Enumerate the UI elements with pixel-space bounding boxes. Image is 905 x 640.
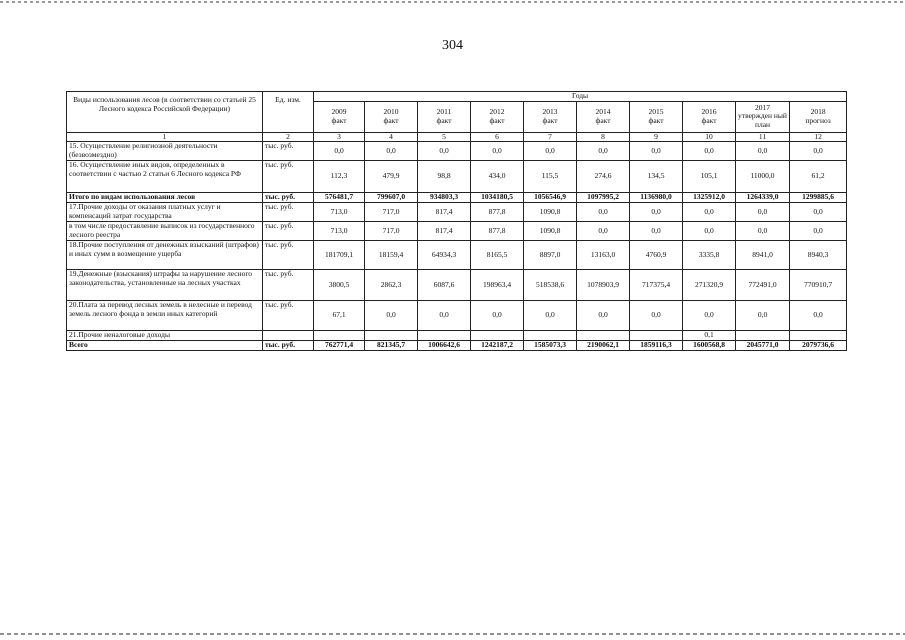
table-row [67, 330, 847, 340]
header-year-cell [683, 101, 736, 132]
row-unit: тыс. руб. [263, 300, 314, 330]
value-cell: 0,0 [418, 300, 471, 330]
value-cell: 1097995,2 [577, 193, 630, 203]
value-cell: 0,1 [683, 330, 736, 340]
value-cell: 1325912,0 [683, 193, 736, 203]
value-cell: 1585073,3 [524, 340, 577, 350]
row-label: 19.Денежные (взыскания) штрафы за нарушение лесного законодательства, установленные на лесных участках [67, 269, 263, 300]
header-year-cell [314, 101, 365, 132]
value-cell: 0,0 [365, 300, 418, 330]
page-number: 304 [442, 38, 463, 53]
value-cell: 1299885,6 [790, 193, 847, 203]
header-year-cell [365, 101, 418, 132]
table-row [67, 161, 847, 193]
table-row [67, 269, 847, 300]
column-number: 11 [736, 132, 790, 142]
value-cell: 0,0 [736, 300, 790, 330]
value-cell [790, 330, 847, 340]
value-cell: 61,2 [790, 161, 847, 193]
value-cell: 717,0 [365, 221, 418, 240]
value-cell: 1078903,9 [577, 269, 630, 300]
value-cell: 67,1 [314, 300, 365, 330]
value-cell: 0,0 [683, 142, 736, 161]
header-year-cell [630, 101, 683, 132]
scan-edge-bottom [0, 633, 905, 635]
value-cell [365, 330, 418, 340]
header-year-kind: факт [648, 115, 664, 125]
header-year-cell [736, 101, 790, 132]
value-cell: 0,0 [683, 300, 736, 330]
table-row [67, 142, 847, 161]
value-cell: 0,0 [577, 300, 630, 330]
header-unit: Ед. изм. [263, 92, 314, 133]
value-cell: 112,3 [314, 161, 365, 193]
header-year-kind: факт [595, 115, 611, 125]
header-year-kind: прогноз [805, 115, 831, 125]
value-cell: 877,8 [471, 221, 524, 240]
value-cell: 6087,6 [418, 269, 471, 300]
header-year-cell [418, 101, 471, 132]
header-year-kind: факт [436, 115, 452, 125]
value-cell [314, 330, 365, 340]
value-cell: 817,4 [418, 202, 471, 221]
row-label: 21.Прочие неналоговые доходы [67, 330, 263, 340]
column-number: 7 [524, 132, 577, 142]
value-cell: 181709,1 [314, 240, 365, 269]
column-number: 1 [67, 132, 263, 142]
value-cell: 770910,7 [790, 269, 847, 300]
value-cell: 0,0 [790, 221, 847, 240]
column-number: 12 [790, 132, 847, 142]
column-number: 2 [263, 132, 314, 142]
value-cell: 0,0 [683, 202, 736, 221]
header-year-kind: факт [542, 115, 558, 125]
table-row [67, 221, 847, 240]
value-cell: 0,0 [577, 142, 630, 161]
value-cell: 198963,4 [471, 269, 524, 300]
value-cell: 1034180,5 [471, 193, 524, 203]
table-row [67, 300, 847, 330]
row-label: Всего [67, 340, 263, 350]
value-cell: 8941,0 [736, 240, 790, 269]
header-year-kind: факт [701, 115, 717, 125]
column-number: 8 [577, 132, 630, 142]
value-cell: 115,5 [524, 161, 577, 193]
value-cell: 0,0 [471, 300, 524, 330]
value-cell: 134,5 [630, 161, 683, 193]
value-cell: 0,0 [630, 202, 683, 221]
value-cell: 772491,0 [736, 269, 790, 300]
value-cell: 0,0 [577, 202, 630, 221]
value-cell: 0,0 [790, 202, 847, 221]
table-row [67, 340, 847, 350]
value-cell [736, 330, 790, 340]
forest-revenue-table [66, 91, 847, 351]
value-cell: 98,8 [418, 161, 471, 193]
value-cell: 762771,4 [314, 340, 365, 350]
header-year: 2011 [436, 107, 452, 116]
value-cell: 11000,0 [736, 161, 790, 193]
header-year: 2009 [331, 107, 347, 116]
value-cell: 1090,8 [524, 221, 577, 240]
row-label: 15. Осуществление религиозной деятельности (безвозмездно) [67, 142, 263, 161]
column-number: 6 [471, 132, 524, 142]
row-label: 20.Плата за перевод лесных земель в нелесные и перевод земель лесного фонда в земли иных категорий [67, 300, 263, 330]
value-cell: 8897,0 [524, 240, 577, 269]
value-cell: 0,0 [577, 221, 630, 240]
value-cell: 0,0 [524, 142, 577, 161]
value-cell: 821345,7 [365, 340, 418, 350]
header-column-numbers [67, 132, 847, 142]
value-cell: 0,0 [736, 221, 790, 240]
value-cell [418, 330, 471, 340]
header-year-cell [790, 101, 847, 132]
value-cell: 1859116,3 [630, 340, 683, 350]
value-cell: 713,0 [314, 221, 365, 240]
row-unit: тыс. руб. [263, 240, 314, 269]
column-number: 5 [418, 132, 471, 142]
header-year: 2012 [489, 107, 505, 116]
header-year-kind: факт [383, 115, 399, 125]
value-cell: 18159,4 [365, 240, 418, 269]
row-unit: тыс. руб. [263, 161, 314, 193]
value-cell [524, 330, 577, 340]
header-year-cell [524, 101, 577, 132]
row-unit [263, 330, 314, 340]
column-number: 3 [314, 132, 365, 142]
value-cell: 274,6 [577, 161, 630, 193]
header-year: 2015 [648, 107, 664, 116]
value-cell: 0,0 [418, 142, 471, 161]
value-cell: 1600568,8 [683, 340, 736, 350]
value-cell: 3800,5 [314, 269, 365, 300]
value-cell: 1242187,2 [471, 340, 524, 350]
value-cell: 13163,0 [577, 240, 630, 269]
row-label: 17.Прочие доходы от оказания платных услуг и компенсаций затрат государства [67, 202, 263, 221]
header-year-cell [577, 101, 630, 132]
value-cell: 1090,8 [524, 202, 577, 221]
value-cell: 1056546,9 [524, 193, 577, 203]
header-years: Годы [314, 92, 847, 102]
value-cell: 3335,8 [683, 240, 736, 269]
value-cell: 518538,6 [524, 269, 577, 300]
value-cell: 799607,0 [365, 193, 418, 203]
header-year-kind: утвержден ный план [738, 111, 787, 129]
value-cell: 105,1 [683, 161, 736, 193]
column-number: 9 [630, 132, 683, 142]
header-year: 2014 [595, 107, 611, 116]
header-year: 2010 [383, 107, 399, 116]
value-cell [471, 330, 524, 340]
value-cell: 0,0 [790, 300, 847, 330]
header-type-of-use: Виды использования лесов (в соответствии со статьей 25 Лесного кодекса Российской Федерации) [67, 92, 263, 133]
value-cell: 8165,5 [471, 240, 524, 269]
value-cell [577, 330, 630, 340]
table-row [67, 240, 847, 269]
value-cell: 877,8 [471, 202, 524, 221]
row-unit: тыс. руб. [263, 221, 314, 240]
value-cell [630, 330, 683, 340]
row-label: 18.Прочие поступления от денежных взысканий (штрафов) и иных сумм в возмещение ущерба [67, 240, 263, 269]
column-number: 4 [365, 132, 418, 142]
value-cell: 0,0 [736, 142, 790, 161]
header-year-kind: факт [331, 115, 347, 125]
row-unit: тыс. руб. [263, 202, 314, 221]
header-year: 2013 [542, 107, 558, 116]
row-unit: тыс. руб. [263, 269, 314, 300]
scan-edge-top [0, 1, 905, 3]
header-year: 2017 [755, 102, 770, 112]
header-year-kind: факт [489, 115, 505, 125]
value-cell: 934803,3 [418, 193, 471, 203]
value-cell: 434,0 [471, 161, 524, 193]
value-cell: 4760,9 [630, 240, 683, 269]
value-cell: 0,0 [790, 142, 847, 161]
header-year-cell [471, 101, 524, 132]
row-unit: тыс. руб. [263, 340, 314, 350]
value-cell: 1264339,0 [736, 193, 790, 203]
value-cell: 0,0 [683, 221, 736, 240]
value-cell: 1136980,0 [630, 193, 683, 203]
value-cell: 0,0 [630, 300, 683, 330]
value-cell: 0,0 [314, 142, 365, 161]
value-cell: 817,4 [418, 221, 471, 240]
column-number: 10 [683, 132, 736, 142]
value-cell: 717,0 [365, 202, 418, 221]
table-row [67, 202, 847, 221]
value-cell: 2862,3 [365, 269, 418, 300]
value-cell: 64934,3 [418, 240, 471, 269]
value-cell: 2079736,6 [790, 340, 847, 350]
value-cell: 0,0 [630, 221, 683, 240]
value-cell: 0,0 [736, 202, 790, 221]
row-label: 16. Осуществление иных видов, определенных в соответствии с частью 2 статьи 6 Лесного кодекса РФ [67, 161, 263, 193]
value-cell: 576481,7 [314, 193, 365, 203]
row-unit: тыс. руб. [263, 193, 314, 203]
value-cell: 2190062,1 [577, 340, 630, 350]
value-cell: 0,0 [365, 142, 418, 161]
value-cell: 8940,3 [790, 240, 847, 269]
value-cell: 0,0 [630, 142, 683, 161]
header-year: 2018 [810, 107, 826, 116]
table-body [67, 142, 847, 350]
value-cell: 479,9 [365, 161, 418, 193]
row-label: в том числе предоставление выписок из государственного лесного реестра [67, 221, 263, 240]
value-cell: 717375,4 [630, 269, 683, 300]
value-cell: 0,0 [471, 142, 524, 161]
value-cell: 713,0 [314, 202, 365, 221]
header-year: 2016 [701, 107, 717, 116]
value-cell: 0,0 [524, 300, 577, 330]
value-cell: 1006642,6 [418, 340, 471, 350]
value-cell: 271320,9 [683, 269, 736, 300]
table-row [67, 193, 847, 203]
row-unit: тыс. руб. [263, 142, 314, 161]
row-label: Итого по видам использования лесов [67, 193, 263, 203]
value-cell: 2045771,0 [736, 340, 790, 350]
